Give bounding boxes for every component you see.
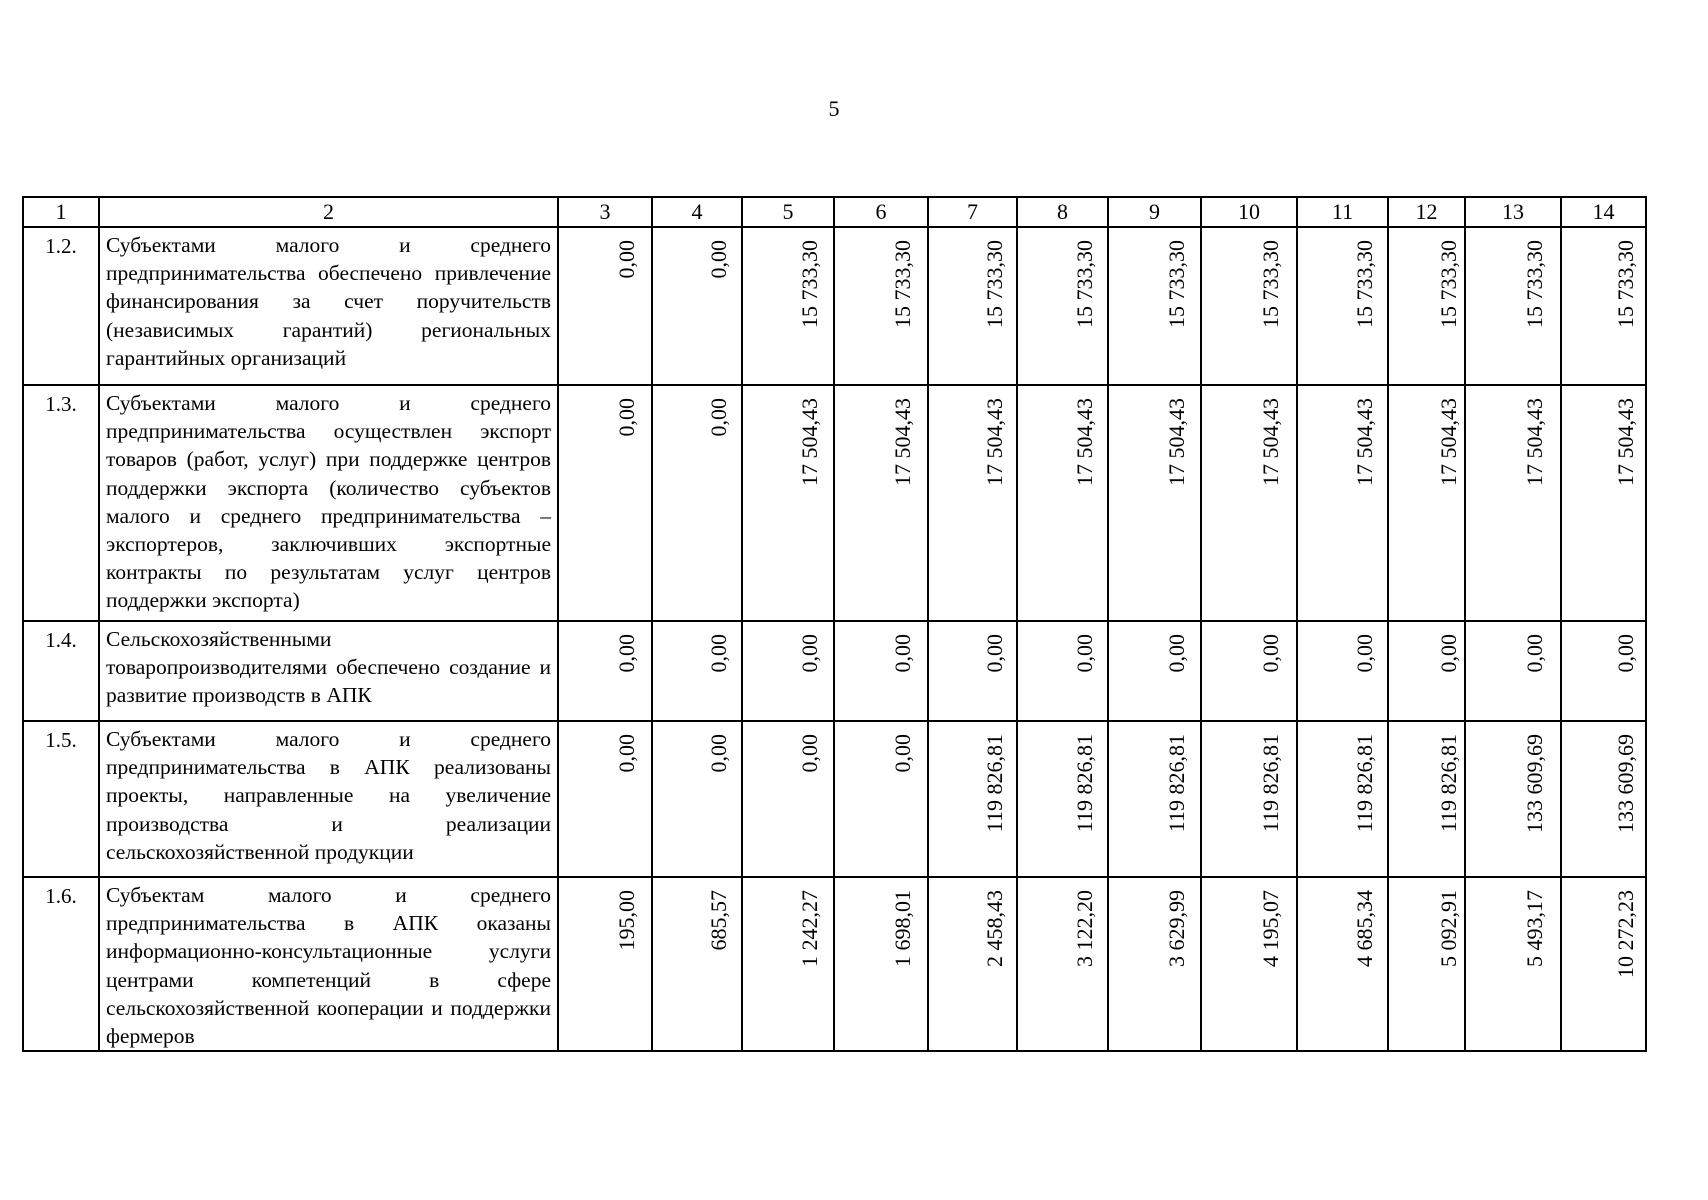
- value-text: 17 504,43: [1522, 398, 1547, 486]
- value-cell: [928, 385, 1017, 621]
- value-cell: [1108, 721, 1201, 877]
- value-cell: [1108, 621, 1201, 721]
- value-cell: [558, 227, 652, 385]
- value-text: 133 609,69: [1612, 734, 1638, 833]
- value-text: 15 733,30: [1258, 240, 1283, 328]
- value-cell: [1561, 877, 1646, 1051]
- value-cell: [652, 721, 742, 877]
- header-cell: 11: [1297, 197, 1388, 227]
- value-text: 0,00: [981, 634, 1007, 673]
- value-cell: [1108, 877, 1201, 1051]
- value-cell: [1388, 877, 1465, 1051]
- value-cell: [742, 385, 834, 621]
- header-cell: 6: [834, 197, 928, 227]
- value-text: 5 092,91: [1435, 890, 1461, 967]
- value-cell: [1388, 721, 1465, 877]
- value-cell: [742, 227, 834, 385]
- row-number: 1.4.: [23, 621, 99, 721]
- value-cell: [1297, 385, 1388, 621]
- value-cell: [1388, 621, 1465, 721]
- header-cell: 2: [99, 197, 558, 227]
- value-cell: [834, 877, 928, 1051]
- value-cell: [928, 621, 1017, 721]
- value-cell: [558, 877, 652, 1051]
- value-cell: [834, 227, 928, 385]
- value-text: 3 122,20: [1071, 890, 1097, 967]
- indicators-table: [22, 196, 1647, 1052]
- value-text: 0,00: [797, 634, 822, 673]
- value-text: 0,00: [1522, 634, 1547, 673]
- value-cell: [928, 227, 1017, 385]
- value-text: 0,00: [1163, 634, 1189, 673]
- header-cell: 8: [1017, 197, 1108, 227]
- table-row: [23, 877, 1646, 1051]
- value-text: 1 698,01: [890, 890, 915, 967]
- value-cell: [1465, 227, 1561, 385]
- value-cell: [1108, 385, 1201, 621]
- value-cell: [1017, 877, 1108, 1051]
- value-text: 17 504,43: [1612, 398, 1638, 486]
- header-cell: 3: [558, 197, 652, 227]
- value-text: 119 826,81: [1435, 734, 1461, 833]
- value-cell: [742, 877, 834, 1051]
- value-text: 15 733,30: [1522, 240, 1547, 328]
- header-cell: 5: [742, 197, 834, 227]
- table-row: [23, 721, 1646, 877]
- value-cell: [1108, 227, 1201, 385]
- value-text: 119 826,81: [1351, 734, 1377, 833]
- page-number: 5: [828, 96, 840, 121]
- value-cell: [1017, 385, 1108, 621]
- value-text: 17 504,43: [1435, 398, 1461, 486]
- value-cell: [558, 385, 652, 621]
- value-cell: [1561, 721, 1646, 877]
- value-cell: [834, 621, 928, 721]
- value-cell: [1561, 385, 1646, 621]
- row-description: Субъектами малого и среднего предпринимательства осуществлен экспорт товаров (работ, услуг) при поддержке центров поддержки экспорта (количество субъектов малого и среднего предпринимательства – экспортеров, заключивших экспортные контракты по результатам услуг центров поддержки экспорта): [99, 385, 558, 621]
- header-cell: 1: [23, 197, 99, 227]
- value-cell: [1017, 721, 1108, 877]
- row-description: Сельскохозяйственными товаропроизводителями обеспечено создание и развитие производств в АПК: [99, 621, 558, 721]
- value-text: 0,00: [614, 634, 639, 673]
- value-cell: [1201, 721, 1297, 877]
- table-row: [23, 385, 1646, 621]
- value-text: 4 195,07: [1258, 890, 1283, 967]
- table-row: [23, 227, 1646, 385]
- value-text: 685,57: [706, 890, 731, 951]
- value-cell: [558, 721, 652, 877]
- value-text: 17 504,43: [1258, 398, 1283, 486]
- value-cell: [1297, 721, 1388, 877]
- value-cell: [1465, 877, 1561, 1051]
- value-text: 0,00: [706, 240, 731, 279]
- value-text: 15 733,30: [1071, 240, 1097, 328]
- row-number: 1.2.: [23, 227, 99, 385]
- value-text: 0,00: [1258, 634, 1283, 673]
- header-cell: 4: [652, 197, 742, 227]
- value-text: 17 504,43: [1163, 398, 1189, 486]
- value-text: 0,00: [614, 398, 639, 437]
- value-text: 0,00: [1612, 634, 1638, 673]
- value-cell: [1017, 227, 1108, 385]
- header-cell: 14: [1561, 197, 1646, 227]
- value-cell: [1201, 385, 1297, 621]
- value-text: 133 609,69: [1522, 734, 1547, 833]
- value-text: 0,00: [614, 734, 639, 773]
- value-text: 195,00: [614, 890, 639, 951]
- header-cell: 10: [1201, 197, 1297, 227]
- value-cell: [1388, 227, 1465, 385]
- row-number: 1.5.: [23, 721, 99, 877]
- value-text: 2 458,43: [981, 890, 1007, 967]
- value-text: 119 826,81: [981, 734, 1007, 833]
- header-cell: 12: [1388, 197, 1465, 227]
- value-cell: [742, 721, 834, 877]
- value-text: 15 733,30: [1351, 240, 1377, 328]
- row-description: Субъектами малого и среднего предпринимательства в АПК реализованы проекты, направленные на увеличение производства и реализации сельскохозяйственной продукции: [99, 721, 558, 877]
- value-text: 119 826,81: [1071, 734, 1097, 833]
- value-text: 0,00: [706, 634, 731, 673]
- value-text: 17 504,43: [797, 398, 822, 486]
- value-text: 15 733,30: [1435, 240, 1461, 328]
- value-text: 17 504,43: [1351, 398, 1377, 486]
- row-description: Субъектами малого и среднего предпринимательства обеспечено привлечение финансирования за счет поручительств (независимых гарантий) региональных гарантийных организаций: [99, 227, 558, 385]
- value-cell: [834, 385, 928, 621]
- value-text: 10 272,23: [1612, 890, 1638, 978]
- value-cell: [1201, 877, 1297, 1051]
- value-text: 17 504,43: [890, 398, 915, 486]
- value-text: 0,00: [797, 734, 822, 773]
- value-text: 0,00: [890, 634, 915, 673]
- value-text: 17 504,43: [1071, 398, 1097, 486]
- value-cell: [652, 877, 742, 1051]
- value-text: 0,00: [1435, 634, 1461, 673]
- value-cell: [1297, 621, 1388, 721]
- value-text: 0,00: [890, 734, 915, 773]
- value-cell: [742, 621, 834, 721]
- value-text: 0,00: [1351, 634, 1377, 673]
- value-text: 0,00: [1071, 634, 1097, 673]
- value-cell: [1465, 721, 1561, 877]
- value-cell: [1561, 227, 1646, 385]
- value-cell: [1297, 227, 1388, 385]
- value-text: 119 826,81: [1163, 734, 1189, 833]
- table-row: [23, 621, 1646, 721]
- value-text: 0,00: [706, 398, 731, 437]
- value-cell: [652, 621, 742, 721]
- value-text: 3 629,99: [1163, 890, 1189, 967]
- value-text: 5 493,17: [1522, 890, 1547, 967]
- row-number: 1.3.: [23, 385, 99, 621]
- value-cell: [1465, 621, 1561, 721]
- value-text: 15 733,30: [1612, 240, 1638, 328]
- value-cell: [1297, 877, 1388, 1051]
- header-cell: 7: [928, 197, 1017, 227]
- value-text: 15 733,30: [890, 240, 915, 328]
- value-cell: [1201, 621, 1297, 721]
- value-cell: [1201, 227, 1297, 385]
- value-cell: [558, 621, 652, 721]
- value-text: 15 733,30: [1163, 240, 1189, 328]
- value-cell: [652, 227, 742, 385]
- value-text: 0,00: [706, 734, 731, 773]
- table-header-row: [23, 197, 1646, 227]
- value-text: 17 504,43: [981, 398, 1007, 486]
- header-cell: 9: [1108, 197, 1201, 227]
- value-text: 119 826,81: [1258, 734, 1283, 833]
- value-cell: [1465, 385, 1561, 621]
- value-cell: [928, 721, 1017, 877]
- row-description: Субъектам малого и среднего предпринимательства в АПК оказаны информационно-консультационные услуги центрами компетенций в сфере сельскохозяйственной кооперации и поддержки фермеров: [99, 877, 558, 1051]
- value-text: 15 733,30: [797, 240, 822, 328]
- value-cell: [1388, 385, 1465, 621]
- header-cell: 13: [1465, 197, 1561, 227]
- value-cell: [1017, 621, 1108, 721]
- value-cell: [1561, 621, 1646, 721]
- value-text: 15 733,30: [981, 240, 1007, 328]
- value-cell: [652, 385, 742, 621]
- value-cell: [834, 721, 928, 877]
- value-text: 0,00: [614, 240, 639, 279]
- row-number: 1.6.: [23, 877, 99, 1051]
- value-text: 4 685,34: [1351, 890, 1377, 967]
- value-text: 1 242,27: [797, 890, 822, 967]
- value-cell: [928, 877, 1017, 1051]
